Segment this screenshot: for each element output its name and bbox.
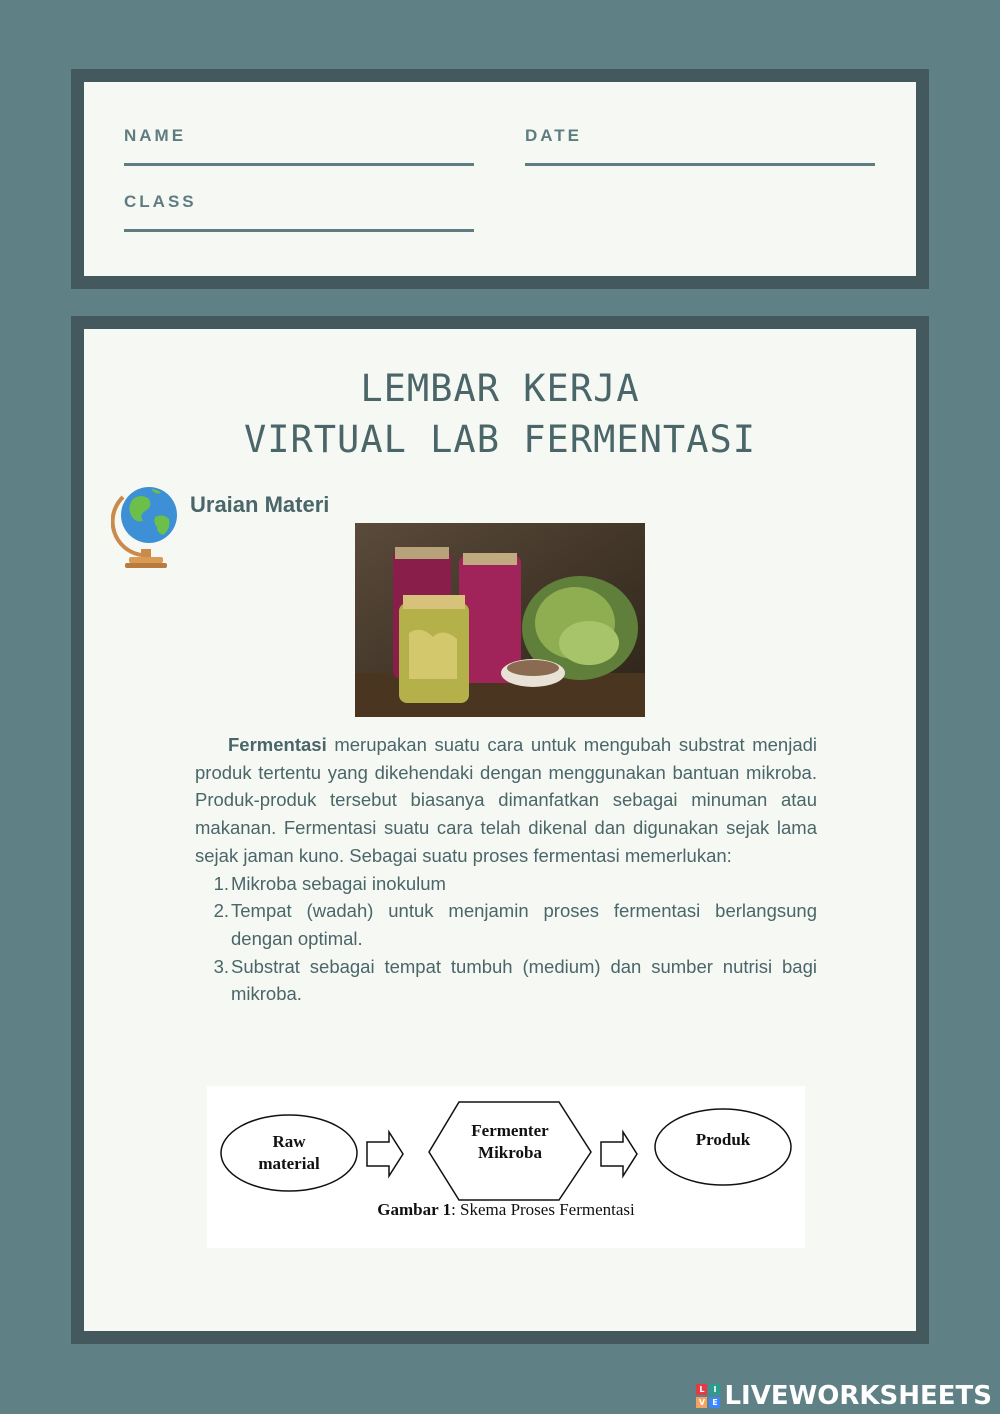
list-item: 3. Substrat sebagai tempat tumbuh (medium) dan sumber nutrisi bagi mikroba. [213,955,817,1005]
page-title-line1: LEMBAR KERJA [360,367,640,410]
liveworksheets-logo: L I V E [696,1384,720,1408]
arrow-1 [367,1132,403,1176]
arrow-2 [601,1132,637,1176]
class-field[interactable] [124,229,474,232]
section-title: Uraian Materi [190,492,330,517]
list-item: 2. Tempat (wadah) untuk menjamin proses fermentasi berlangsung dengan optimal. [213,900,817,949]
body-text [195,731,817,1008]
fermented-jars-photo [355,523,645,717]
list-item: 1. Mikroba sebagai inokulum [213,872,446,894]
raw-material-label-1: Raw [272,1132,306,1151]
requirements-list [195,870,817,1009]
header-card [71,69,929,289]
globe-icon [111,477,181,569]
liveworksheets-text: LIVEWORKSHEETS [724,1381,992,1411]
name-label: NAME [124,126,187,145]
diagram-caption: Gambar 1: Skema Proses Fermentasi [377,1200,635,1219]
liveworksheets-watermark[interactable] [696,1379,992,1413]
page-title-line2: VIRTUAL LAB FERMENTASI [243,418,757,461]
date-field[interactable] [525,163,875,166]
intro-paragraph: merupakan suatu cara untuk mengubah substrat menjadi produk tertentu yang dikehendaki dengan menggunakan bantuan mikroba. Produk-produk tersebut biasanya dimanfatkan sebagai minuman atau makanan. Fermentasi suatu cara telah dikenal dan digunakan sejak lama sejak jaman kuno. Sebagai suatu proses fermentasi memerlukan: [195,734,818,866]
term-fermentasi: Fermentasi [228,734,327,755]
fermenter-label-2: Mikroba [478,1143,542,1162]
produk-label: Produk [695,1130,751,1149]
raw-material-node [221,1115,357,1191]
name-field[interactable] [124,163,474,166]
fermenter-label-1: Fermenter [471,1121,549,1140]
class-label: CLASS [124,192,197,211]
date-label: DATE [525,126,583,145]
raw-material-label-2: material [258,1154,320,1173]
worksheet-card [71,316,929,1344]
fermentation-process-diagram [207,1086,805,1248]
